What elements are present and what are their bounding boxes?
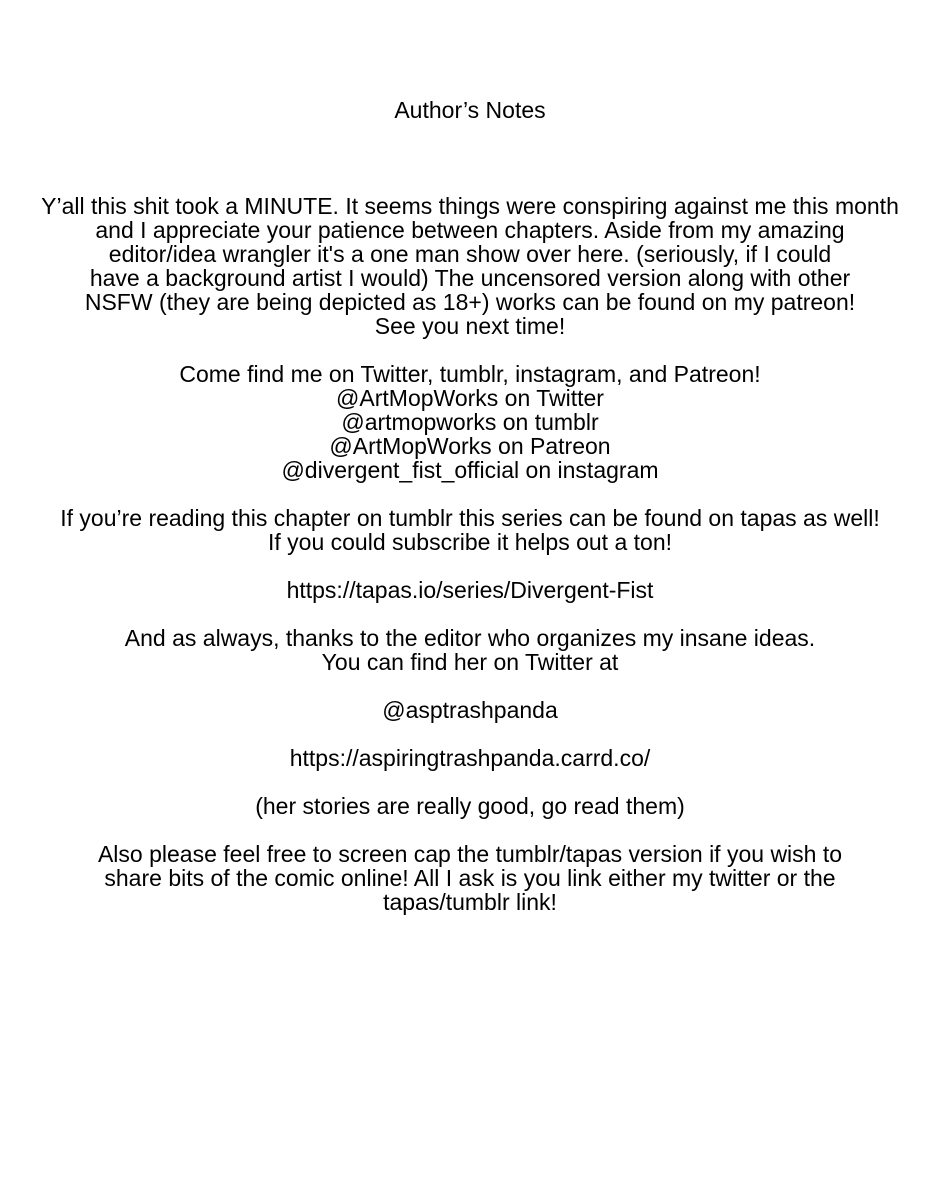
intro-line: have a background artist I would) The uncensored version along with other: [89, 265, 851, 291]
instagram-handle: @divergent_fist_official on instagram: [281, 457, 659, 483]
editor-note: (her stories are really good, go read them): [255, 793, 685, 819]
spacer: [0, 818, 940, 842]
intro-paragraph: [0, 194, 940, 338]
intro-line: NSFW (they are being depicted as 18+) works can be found on my patreon!: [84, 289, 856, 315]
tapas-paragraph: [0, 506, 940, 554]
intro-line: editor/idea wrangler it's a one man show over here. (seriously, if I could: [108, 241, 832, 267]
tapas-line: If you’re reading this chapter on tumblr this series can be found on tapas as well!: [60, 505, 880, 531]
tapas-line: If you could subscribe it helps out a ton!: [267, 529, 673, 555]
spacer: [0, 674, 940, 698]
spacer: [0, 554, 940, 578]
notes-body: [0, 194, 940, 914]
closing-line: Also please feel free to screen cap the tumblr/tapas version if you wish to: [97, 841, 843, 867]
page-title: Author’s Notes: [394, 97, 546, 123]
tumblr-handle: @artmopworks on tumblr: [341, 409, 599, 435]
twitter-handle: @ArtMopWorks on Twitter: [336, 385, 604, 411]
socials-heading: Come find me on Twitter, tumblr, instagram, and Patreon!: [179, 361, 761, 387]
closing-line: share bits of the comic online! All I ask is you link either my twitter or the: [104, 865, 836, 891]
spacer: [0, 482, 940, 506]
spacer: [0, 602, 940, 626]
spacer: [0, 338, 940, 362]
spacer: [0, 722, 940, 746]
closing-paragraph: [0, 842, 940, 914]
editor-line: You can find her on Twitter at: [321, 649, 619, 675]
editor-link: https://aspiringtrashpanda.carrd.co/: [289, 745, 651, 771]
tapas-link: https://tapas.io/series/Divergent-Fist: [286, 577, 654, 603]
intro-line: See you next time!: [374, 313, 566, 339]
intro-line: Y’all this shit took a MINUTE. It seems things were conspiring against me this month: [41, 193, 899, 219]
patreon-handle: @ArtMopWorks on Patreon: [329, 433, 611, 459]
editor-handle: @asptrashpanda: [382, 697, 558, 723]
closing-line: tapas/tumblr link!: [383, 889, 557, 915]
socials-paragraph: [0, 362, 940, 482]
editor-paragraph: [0, 626, 940, 674]
intro-line: and I appreciate your patience between chapters. Aside from my amazing: [95, 217, 845, 243]
editor-line: And as always, thanks to the editor who organizes my insane ideas.: [124, 625, 816, 651]
spacer: [0, 770, 940, 794]
